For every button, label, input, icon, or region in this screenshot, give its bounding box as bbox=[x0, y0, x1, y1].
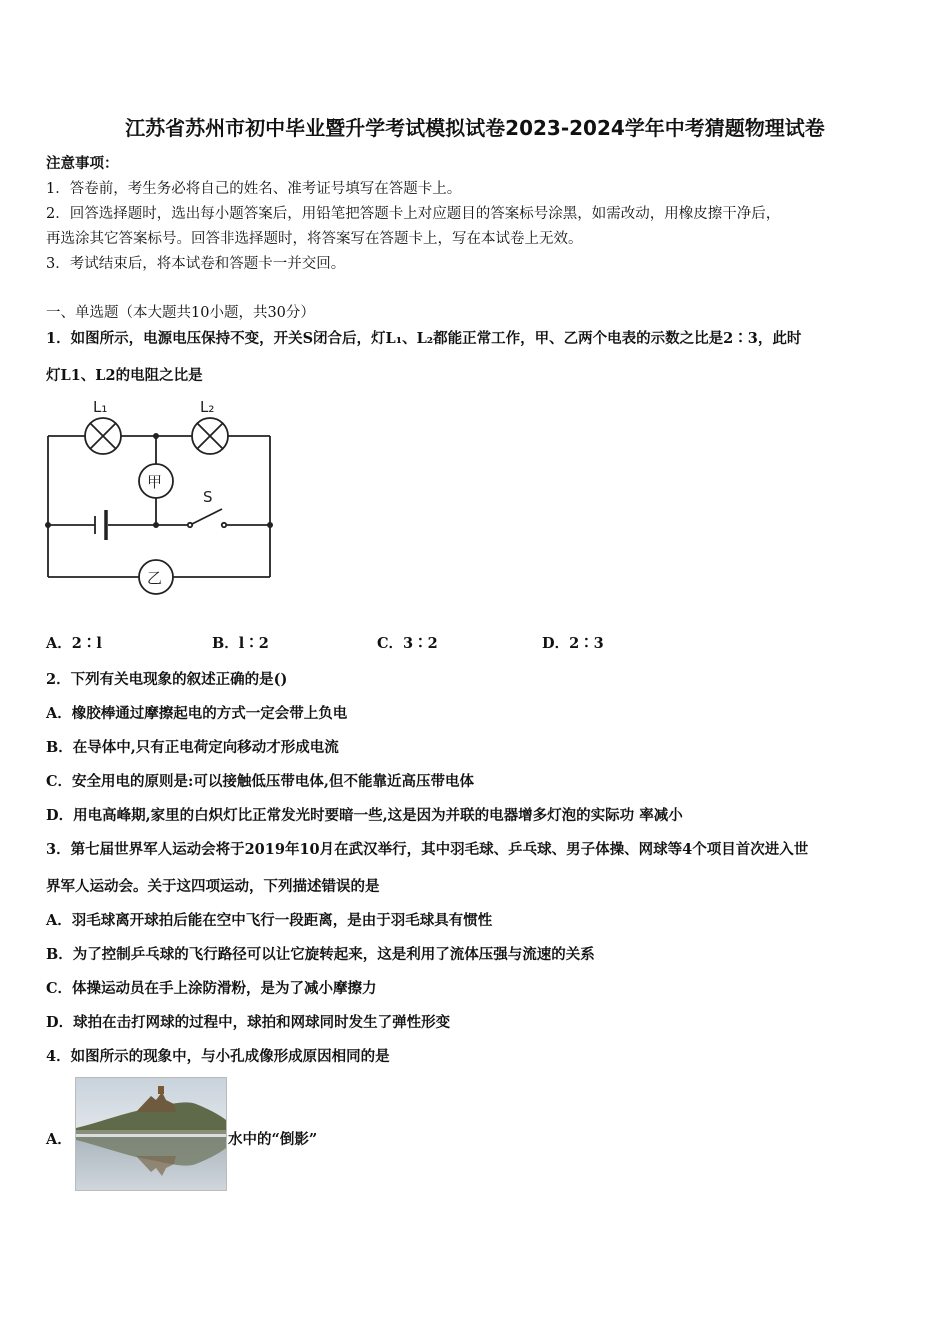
page-title: 江苏省苏州市初中毕业暨升学考试模拟试卷2023-2024学年中考猜题物理试卷 bbox=[125, 116, 825, 140]
q2-option-a: A．橡胶棒通过摩擦起电的方式一定会带上负电 bbox=[46, 705, 348, 722]
notice-item-1: 1．答卷前，考生务必将自己的姓名、准考证号填写在答题卡上。 bbox=[46, 181, 462, 197]
lamp-l1-label: L₁ bbox=[93, 398, 108, 416]
q1-option-a: A．2∶l bbox=[46, 635, 102, 652]
notice-heading: 注意事项： bbox=[46, 155, 119, 172]
q4-stem: 4．如图所示的现象中，与小孔成像形成原因相同的是 bbox=[46, 1048, 390, 1065]
q2-stem: 2．下列有关电现象的叙述正确的是() bbox=[46, 671, 288, 688]
meter-jia-label: 甲 bbox=[147, 473, 163, 491]
q3-stem-line2: 界军人运动会。关于这四项运动，下列描述错误的是 bbox=[46, 878, 380, 895]
q2-option-c: C．安全用电的原则是:可以接触低压带电体,但不能靠近高压带电体 bbox=[46, 773, 474, 790]
q3-option-d: D．球拍在击打网球的过程中，球拍和网球同时发生了弹性形变 bbox=[46, 1014, 451, 1031]
q1-option-b: B．l∶2 bbox=[212, 635, 269, 652]
q4-option-a-label: A． bbox=[46, 1131, 72, 1148]
q3-option-c: C．体操运动员在手上涂防滑粉，是为了减小摩擦力 bbox=[46, 980, 377, 997]
notice-item-2: 2．回答选择题时，选出每小题答案后，用铅笔把答题卡上对应题目的答案标号涂黑，如需改动，用橡皮擦干净后， bbox=[46, 206, 781, 222]
q1-stem-line2: 灯L1、L2的电阻之比是 bbox=[46, 367, 203, 384]
q4-option-a-text: 水中的“倒影” bbox=[228, 1131, 318, 1148]
switch-label: S bbox=[203, 488, 213, 506]
q2-option-b: B．在导体中,只有正电荷定向移动才形成电流 bbox=[46, 739, 339, 756]
lamp-l2-label: L₂ bbox=[200, 398, 215, 416]
reflection-photo bbox=[75, 1077, 227, 1191]
section-heading: 一、单选题（本大题共10小题，共30分） bbox=[46, 305, 315, 321]
q2-option-d: D．用电高峰期,家里的白炽灯比正常发光时要暗一些,这是因为并联的电器增多灯泡的实际功 率减小 bbox=[46, 807, 683, 824]
meter-yi-label: 乙 bbox=[147, 569, 163, 587]
q1-option-c: C．3∶2 bbox=[377, 635, 438, 652]
circuit-diagram bbox=[40, 392, 290, 607]
q3-stem-line1: 3．第七届世界军人运动会将于2019年10月在武汉举行，其中羽毛球、乒乓球、男子体操、网球等4个项目首次进入世 bbox=[46, 841, 809, 858]
q3-option-a: A．羽毛球离开球拍后能在空中飞行一段距离，是由于羽毛球具有惯性 bbox=[46, 912, 493, 929]
q1-stem-line1: 1．如图所示，电源电压保持不变，开关S闭合后，灯L₁、L₂都能正常工作，甲、乙两个电表的示数之比是2∶3，此时 bbox=[46, 330, 802, 347]
q1-option-d: D．2∶3 bbox=[542, 635, 604, 652]
notice-item-3: 3．考试结束后，将本试卷和答题卡一并交回。 bbox=[46, 256, 346, 272]
notice-item-2-cont: 再选涂其它答案标号。回答非选择题时，将答案写在答题卡上，写在本试卷上无效。 bbox=[46, 231, 583, 247]
q3-option-b: B．为了控制乒乓球的飞行路径可以让它旋转起来，这是利用了流体压强与流速的关系 bbox=[46, 946, 595, 963]
